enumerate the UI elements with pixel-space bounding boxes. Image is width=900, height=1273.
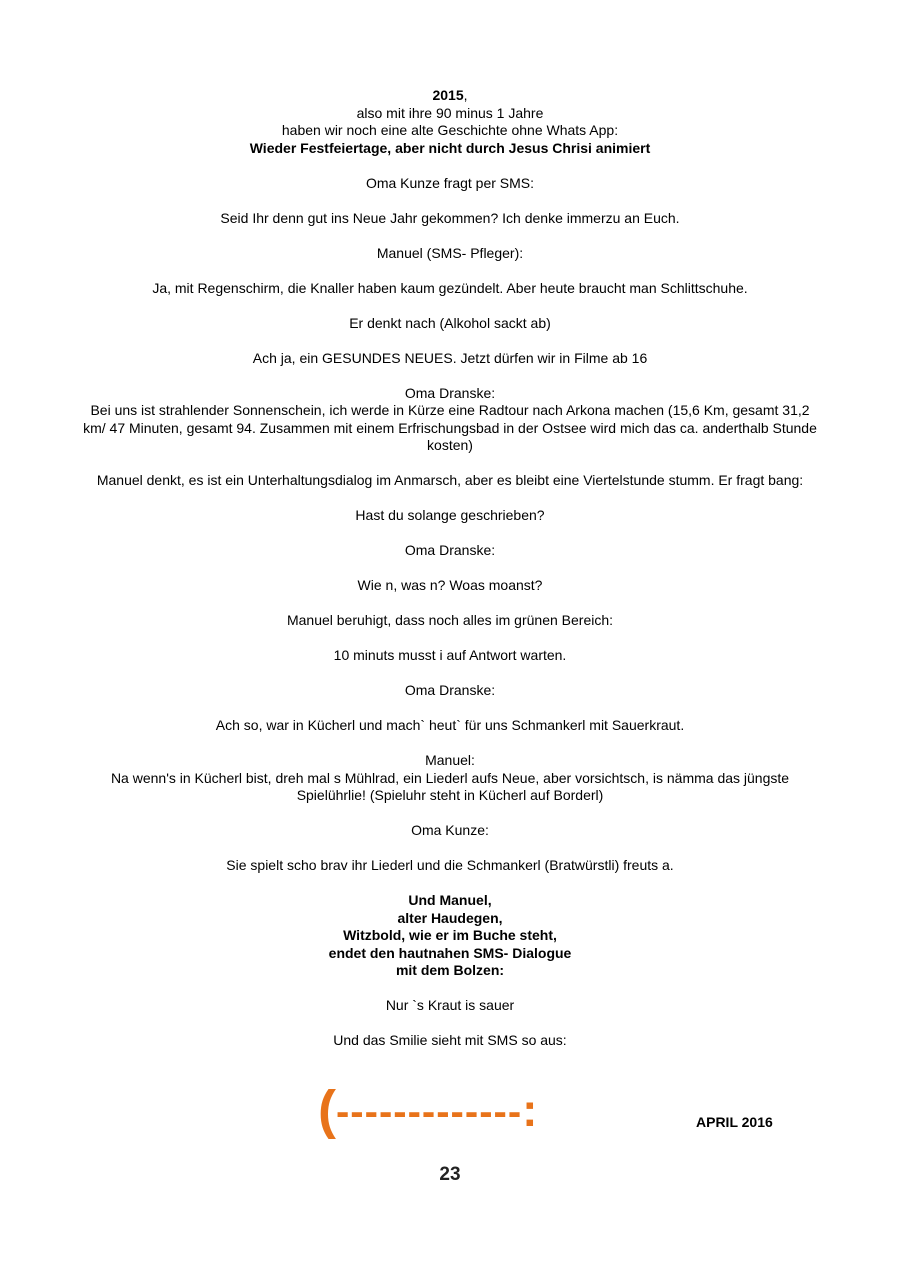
bold-line: Witzbold, wie er im Buche steht, bbox=[343, 927, 557, 943]
intro-line-3: haben wir noch eine alte Geschichte ohne Whats App: bbox=[281, 122, 619, 138]
paragraph: Oma Dranske: bbox=[404, 542, 496, 558]
bold-line: endet den hautnahen SMS- Dialogue bbox=[328, 944, 572, 961]
smiley-dashes: ------------- bbox=[335, 1090, 523, 1134]
smiley-open-paren: ( bbox=[318, 1080, 336, 1140]
paragraph: Seid Ihr denn gut ins Neue Jahr gekommen? Ich denke immerzu an Euch. bbox=[220, 209, 680, 226]
manuel-speaker: Manuel: bbox=[425, 752, 475, 768]
paragraph: Manuel denkt, es ist ein Unterhaltungsdialog im Anmarsch, aber es bleibt eine Viertelstunde stumm. Er fragt bang: bbox=[96, 472, 804, 488]
paragraph: Ach so, war in Kücherl und mach` heut` für uns Schmankerl mit Sauerkraut. bbox=[215, 717, 685, 733]
intro-block bbox=[80, 87, 820, 157]
paragraph: Manuel (SMS- Pfleger): bbox=[376, 244, 524, 261]
bold-line: Und Manuel, bbox=[408, 892, 492, 908]
intro-line-2: also mit ihre 90 minus 1 Jahre bbox=[356, 104, 544, 121]
paragraph: Nur `s Kraut is sauer bbox=[385, 997, 515, 1013]
paragraph: Und das Smilie sieht mit SMS so aus: bbox=[333, 1032, 567, 1048]
paragraph: Manuel beruhigt, dass noch alles im grünen Bereich: bbox=[286, 612, 614, 628]
paragraph: Oma Kunze: bbox=[411, 822, 489, 838]
paragraph: Oma Kunze fragt per SMS: bbox=[365, 174, 535, 191]
paragraph: Ja, mit Regenschirm, die Knaller haben kaum gezündelt. Aber heute braucht man Schlittschuhe. bbox=[152, 279, 748, 296]
sms-smiley bbox=[318, 1080, 537, 1140]
dranske-text: Bei uns ist strahlender Sonnenschein, ich werde in Kürze eine Radtour nach Arkona machen (15,6 Km, gesamt 31,2 km/ 47 Minuten, gesamt 94. Zusammen mit einem Erfrischungsbad in der Ostsee wird mich das ca. anderthalb Stunde kosten) bbox=[83, 402, 817, 453]
paragraph: Wie n, was n? Woas moanst? bbox=[357, 577, 543, 593]
intro-year-suffix: , bbox=[463, 87, 468, 103]
bold-block bbox=[80, 892, 820, 980]
page-number: 23 bbox=[439, 1164, 461, 1185]
intro-heading: Wieder Festfeiertage, aber nicht durch Jesus Chrisi animiert bbox=[249, 139, 651, 156]
page-content bbox=[80, 87, 820, 1067]
paragraph: 10 minuts musst i auf Antwort warten. bbox=[333, 647, 567, 663]
date-label: APRIL 2016 bbox=[696, 1114, 773, 1130]
dranske-block bbox=[80, 385, 820, 455]
paragraph: Hast du solange geschrieben? bbox=[355, 507, 545, 523]
paragraph: Sie spielt scho brav ihr Liederl und die Schmankerl (Bratwürstli) freuts a. bbox=[226, 857, 674, 873]
dranske-speaker: Oma Dranske: bbox=[404, 384, 496, 401]
paragraph: Er denkt nach (Alkohol sackt ab) bbox=[349, 314, 551, 331]
paragraph: Ach ja, ein GESUNDES NEUES. Jetzt dürfen wir in Filme ab 16 bbox=[252, 349, 648, 366]
bold-line: mit dem Bolzen: bbox=[395, 962, 505, 978]
intro-year: 2015 bbox=[432, 87, 464, 103]
manuel-block bbox=[80, 752, 820, 805]
smiley-colon: : bbox=[522, 1084, 538, 1136]
paragraph: Oma Dranske: bbox=[404, 682, 496, 698]
bold-line: alter Haudegen, bbox=[397, 909, 503, 926]
manuel-text: Na wenn's in Kücherl bist, dreh mal s Mühlrad, ein Liederl aufs Neue, aber vorsichtsch, is nämma das jüngste Spielührlie! (Spieluhr steht in Kücherl auf Borderl) bbox=[110, 769, 790, 803]
